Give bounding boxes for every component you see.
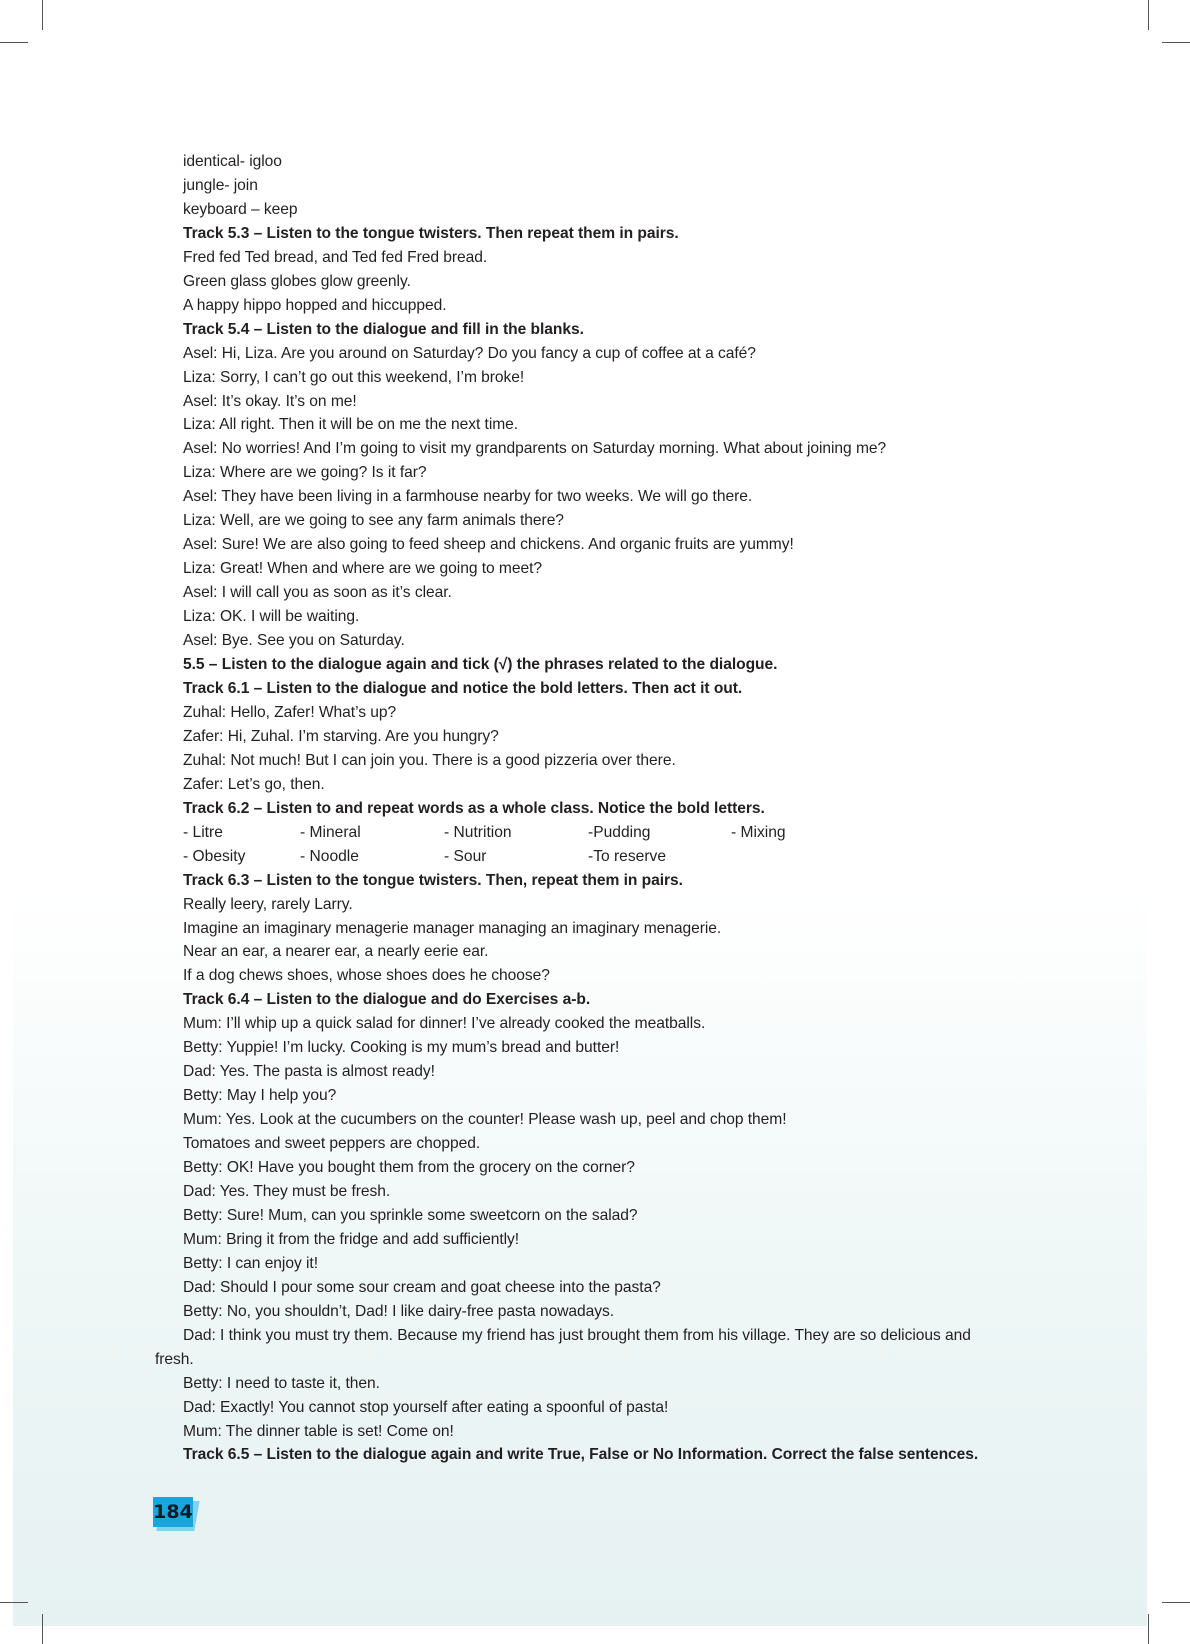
crop-mark xyxy=(1148,1614,1149,1644)
text-line: Asel: It’s okay. It’s on me! xyxy=(183,392,357,410)
page-number: 184 xyxy=(153,1497,193,1527)
crop-mark xyxy=(0,1602,28,1603)
text-line: Betty: OK! Have you bought them from the grocery on the corner? xyxy=(183,1159,635,1177)
text-line xyxy=(183,1324,1038,1348)
text-line: Liza: All right. Then it will be on me the next time. xyxy=(183,416,519,434)
text-line: Green glass globes glow greenly. xyxy=(183,272,411,290)
text-line: Asel: Sure! We are also going to feed sheep and chickens. And organic fruits are yummy! xyxy=(183,536,794,554)
text-line: If a dog chews shoes, whose shoes does he choose? xyxy=(183,967,550,985)
instruction-heading: Track 6.5 – Listen to the dialogue again and write True, False or No Information. Correct the false sentences. xyxy=(183,1446,979,1464)
text-line: Tomatoes and sweet peppers are chopped. xyxy=(183,1135,481,1153)
page-content xyxy=(155,150,1083,1467)
text-line: Dad: Yes. The pasta is almost ready! xyxy=(183,1063,435,1081)
word-list xyxy=(183,821,1083,869)
text-line: Liza: Great! When and where are we going to meet? xyxy=(183,560,543,578)
crop-mark xyxy=(1162,42,1190,43)
word-item: - Mineral xyxy=(300,823,361,841)
text-line: Mum: Yes. Look at the cucumbers on the counter! Please wash up, peel and chop them! xyxy=(183,1111,787,1129)
text-line: Dad: Should I pour some sour cream and goat cheese into the pasta? xyxy=(183,1278,661,1296)
text-line: Betty: Yuppie! I’m lucky. Cooking is my mum’s bread and butter! xyxy=(183,1039,620,1057)
word-item: - Sour xyxy=(444,847,487,865)
instruction-heading: Track 6.2 – Listen to and repeat words as a whole class. Notice the bold letters. xyxy=(183,799,765,817)
text-line: A happy hippo hopped and hiccupped. xyxy=(183,296,447,314)
text-line: Zuhal: Not much! But I can join you. There is a good pizzeria over there. xyxy=(183,751,676,769)
text-line: Betty: I need to taste it, then. xyxy=(183,1374,380,1392)
instruction-heading: Track 6.1 – Listen to the dialogue and notice the bold letters. Then act it out. xyxy=(183,679,743,697)
text-line: Zafer: Let’s go, then. xyxy=(183,775,325,793)
instruction-heading: Track 6.4 – Listen to the dialogue and do Exercises a-b. xyxy=(183,991,591,1009)
text-line: Really leery, rarely Larry. xyxy=(183,895,353,913)
instruction-heading: Track 5.4 – Listen to the dialogue and fill in the blanks. xyxy=(183,320,584,338)
word-item: - Litre xyxy=(183,823,223,841)
word-row xyxy=(183,821,1083,845)
text-line: Mum: The dinner table is set! Come on! xyxy=(183,1422,454,1440)
text-line: Betty: Sure! Mum, can you sprinkle some sweetcorn on the salad? xyxy=(183,1206,638,1224)
text-block xyxy=(183,869,1083,1324)
text-block xyxy=(183,1372,1083,1468)
text-line: identical- igloo xyxy=(183,153,282,170)
crop-mark xyxy=(42,0,43,30)
text-line: Liza: Well, are we going to see any farm animals there? xyxy=(183,512,564,530)
text-line: Liza: Where are we going? Is it far? xyxy=(183,464,427,482)
word-item: -Pudding xyxy=(588,823,651,841)
text-line: Fred fed Ted bread, and Ted fed Fred bread. xyxy=(183,248,488,266)
text-line: Imagine an imaginary menagerie manager managing an imaginary menagerie. xyxy=(183,919,722,937)
text-line: Zuhal: Hello, Zafer! What’s up? xyxy=(183,703,397,721)
text-line-first: Dad: I think you must try them. Because my friend has just brought them from his village. They are so delicious and xyxy=(183,1326,971,1344)
word-item: - Noodle xyxy=(300,847,359,865)
text-block xyxy=(183,150,1083,821)
crop-mark xyxy=(42,1614,43,1644)
crop-mark xyxy=(0,42,28,43)
text-line: Betty: May I help you? xyxy=(183,1087,337,1105)
word-item: - Obesity xyxy=(183,847,246,865)
text-line: Liza: Sorry, I can’t go out this weekend, I’m broke! xyxy=(183,368,525,386)
text-line: Near an ear, a nearer ear, a nearly eerie ear. xyxy=(183,943,489,961)
instruction-heading: 5.5 – Listen to the dialogue again and tick (√) the phrases related to the dialogue. xyxy=(183,656,778,674)
crop-mark xyxy=(1162,1602,1190,1603)
instruction-heading: Track 5.3 – Listen to the tongue twisters. Then repeat them in pairs. xyxy=(183,224,679,242)
crop-mark xyxy=(1148,0,1149,30)
word-item: -To reserve xyxy=(588,847,666,865)
word-item: - Mixing xyxy=(731,823,786,841)
text-line: Betty: I can enjoy it! xyxy=(183,1254,318,1272)
text-line: Mum: I’ll whip up a quick salad for dinner! I’ve already cooked the meatballs. xyxy=(183,1015,706,1033)
instruction-heading: Track 6.3 – Listen to the tongue twisters. Then, repeat them in pairs. xyxy=(183,871,683,889)
text-line: Asel: Hi, Liza. Are you around on Saturday? Do you fancy a cup of coffee at a café? xyxy=(183,344,756,362)
page-number-badge xyxy=(153,1497,199,1531)
text-line: Betty: No, you shouldn’t, Dad! I like dairy-free pasta nowadays. xyxy=(183,1302,615,1320)
text-line: Asel: Bye. See you on Saturday. xyxy=(183,632,405,650)
text-line: Dad: Yes. They must be fresh. xyxy=(183,1182,391,1200)
text-line: Asel: No worries! And I’m going to visit my grandparents on Saturday morning. What about joining me? xyxy=(183,440,887,458)
text-line: jungle- join xyxy=(183,176,258,194)
text-line: keyboard – keep xyxy=(183,200,298,218)
word-row xyxy=(183,845,1083,869)
word-item xyxy=(731,845,811,869)
text-line-continuation: fresh. xyxy=(155,1350,194,1368)
text-line: Zafer: Hi, Zuhal. I’m starving. Are you hungry? xyxy=(183,727,499,745)
text-line: Asel: They have been living in a farmhouse nearby for two weeks. We will go there. xyxy=(183,488,753,506)
text-line: Dad: Exactly! You cannot stop yourself after eating a spoonful of pasta! xyxy=(183,1398,669,1416)
text-line: Asel: I will call you as soon as it’s clear. xyxy=(183,584,452,602)
word-item: - Nutrition xyxy=(444,823,512,841)
text-line: Liza: OK. I will be waiting. xyxy=(183,608,360,626)
text-line: Mum: Bring it from the fridge and add sufficiently! xyxy=(183,1230,520,1248)
